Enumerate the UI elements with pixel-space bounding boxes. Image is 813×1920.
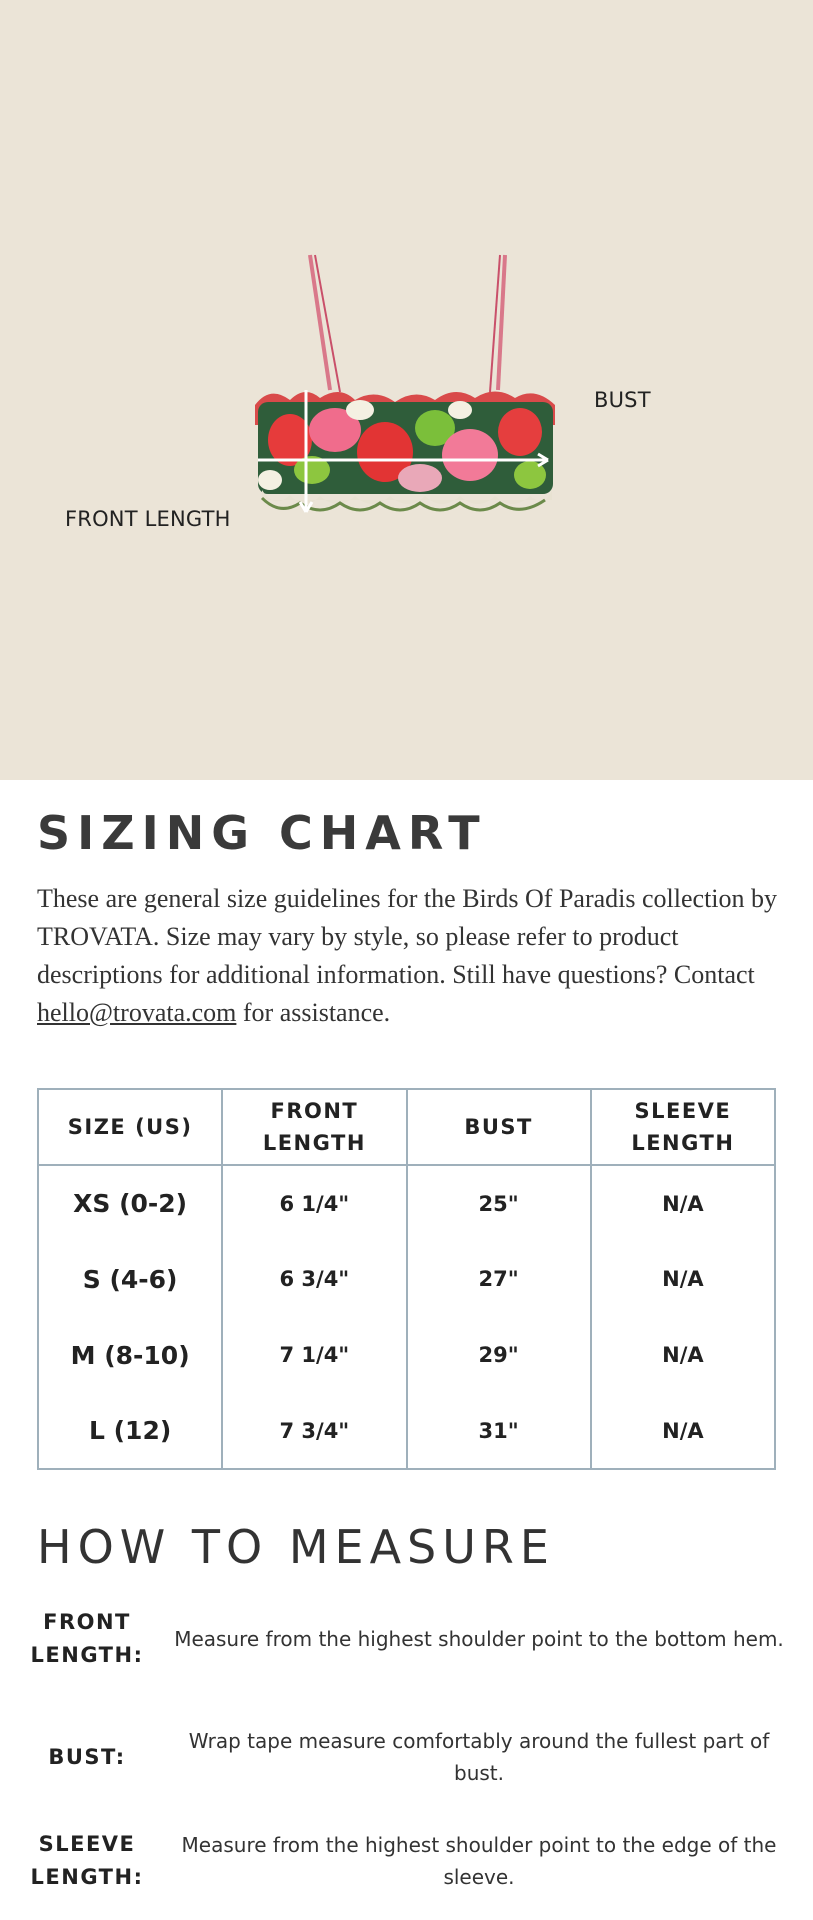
header-bust: BUST — [407, 1089, 591, 1165]
bust-cell: 31" — [407, 1393, 591, 1469]
size-cell: S (4-6) — [38, 1241, 222, 1317]
header-sleeve-length: SLEEVE LENGTH — [591, 1089, 775, 1165]
measure-item-front-length — [22, 1604, 792, 1674]
front-length-cell: 7 3/4" — [222, 1393, 406, 1469]
size-cell: M (8-10) — [38, 1317, 222, 1393]
bust-callout: BUST — [594, 388, 651, 412]
contact-email-link[interactable]: hello@trovata.com — [37, 998, 237, 1027]
intro-text-end: for assistance. — [236, 998, 391, 1027]
sleeve-length-cell: N/A — [591, 1165, 775, 1241]
front-length-callout: FRONT LENGTH — [65, 507, 231, 531]
bralette-illustration — [0, 0, 813, 780]
front-length-cell: 6 3/4" — [222, 1241, 406, 1317]
size-chart-table — [37, 1088, 776, 1470]
measure-item-bust — [22, 1724, 792, 1790]
front-length-cell: 7 1/4" — [222, 1317, 406, 1393]
measure-description: Measure from the highest shoulder point to the edge of the sleeve. — [181, 1833, 777, 1889]
sleeve-length-cell: N/A — [591, 1241, 775, 1317]
table-row — [38, 1241, 775, 1317]
measure-label: BUST: — [48, 1744, 126, 1769]
measure-description: Wrap tape measure comfortably around the fullest part of bust. — [188, 1729, 770, 1785]
bust-cell: 25" — [407, 1165, 591, 1241]
table-row — [38, 1393, 775, 1469]
table-row — [38, 1165, 775, 1241]
sleeve-length-cell: N/A — [591, 1317, 775, 1393]
header-size: SIZE (US) — [38, 1089, 222, 1165]
measure-description: Measure from the highest shoulder point to the bottom hem. — [174, 1627, 784, 1651]
bust-cell: 29" — [407, 1317, 591, 1393]
sizing-chart-title: SIZING CHART — [37, 806, 487, 860]
measure-label: SLEEVE LENGTH: — [30, 1832, 144, 1889]
front-length-cell: 6 1/4" — [222, 1165, 406, 1241]
measure-item-sleeve-length — [22, 1826, 792, 1896]
bust-cell: 27" — [407, 1241, 591, 1317]
intro-text: These are general size guidelines for the Birds Of Paradis collection by TROVATA. Size may vary by style, so please refer to product descriptions for additional information. Still have questions? Contact — [37, 884, 778, 989]
product-image-panel — [0, 0, 813, 780]
how-to-measure-title: HOW TO MEASURE — [37, 1520, 555, 1574]
header-front-length: FRONT LENGTH — [222, 1089, 406, 1165]
table-row — [38, 1317, 775, 1393]
intro-paragraph — [37, 880, 782, 1032]
sleeve-length-cell: N/A — [591, 1393, 775, 1469]
size-cell: XS (0-2) — [38, 1165, 222, 1241]
measure-label: FRONT LENGTH: — [30, 1610, 144, 1667]
table-header-row — [38, 1089, 775, 1165]
size-cell: L (12) — [38, 1393, 222, 1469]
